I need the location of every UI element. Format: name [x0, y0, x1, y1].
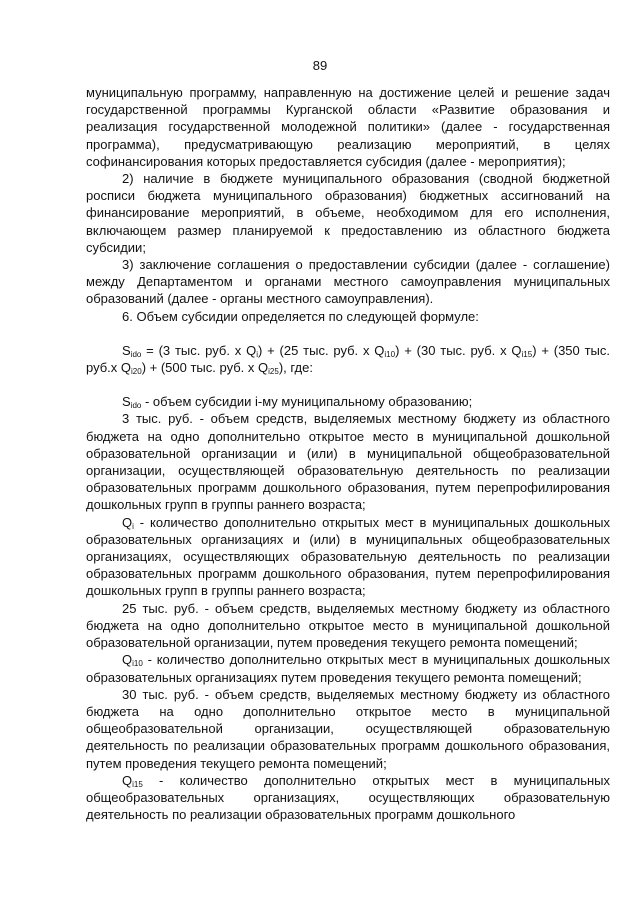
formula-term-2: ) + (25 тыс. руб. х Q: [258, 342, 385, 358]
page-number: 89: [312, 58, 328, 73]
formula-term-1: = (3 тыс. руб. х Q: [141, 342, 257, 358]
definition-symbol: Q: [122, 772, 133, 788]
definition-q-i: [86, 514, 610, 600]
formula-q1-subscript: i: [256, 349, 258, 359]
formula-q4-subscript: i20: [131, 367, 142, 377]
paragraph-program: муниципальную программу, направленную на достижение целей и решение задач государственной программы Курганской области «Развитие образования и реализация государственной молодежной политики» (далее - государственная программа), предусматривающую реализацию мероприятий, в целях софинансирования которых предоставляется субсидия (далее - мероприятия);: [86, 85, 610, 169]
definition-3k: 3 тыс. руб. - объем средств, выделяемых местному бюджету из областного бюджета на одно дополнительно открытое место в муниципальной дошкольной образовательной организации и (или) в муниципальной общеобразовательной организации, осуществляющей образовательную деятельность по реализации образовательных программ дошкольного образования, путем перепрофилирования дошкольных групп в группы раннего возраста;: [86, 411, 610, 513]
definition-symbol: Q: [122, 514, 133, 530]
formula-term-4: ) + (350 тыс. руб.х Q: [86, 342, 610, 376]
definition-subscript: i: [132, 521, 134, 531]
definition-30k: 30 тыс. руб. - объем средств, выделяемых местному бюджету из областного бюджета на одно дополнительно открытое место в муниципальной общеобразовательной организации, осуществляющей образовательную деятельность по реализации образовательных программ дошкольного образования, путем проведения текущего ремонта помещений;: [86, 686, 610, 771]
definition-subscript: i10: [132, 659, 143, 669]
formula-s-subscript: ido: [130, 349, 142, 359]
formula-q5-subscript: i25: [268, 367, 279, 377]
paragraph-budget-condition: 2) наличие в бюджете муниципального образования (сводной бюджетной росписи бюджета муниципального образования) бюджетных ассигнований на финансирование мероприятий, в объеме, необходимом для его исполнения, включающем размер планируемой к предоставлению из областного бюджета субсидии;: [86, 171, 610, 255]
definition-q-i10: [86, 651, 610, 685]
paragraph-formula-intro: 6. Объем субсидии определяется по следующей формуле:: [122, 308, 479, 324]
definition-text: - количество дополнительно открытых мест в муниципальных дошкольных образовательных организациях путем проведения текущего ремонта помещений;: [86, 652, 610, 685]
definition-subscript: ido: [130, 401, 142, 411]
formula-s-symbol: S: [122, 342, 131, 358]
formula-q2-subscript: i10: [384, 349, 396, 359]
formula-term-5: ) + (500 тыс. руб. х Q: [141, 360, 269, 376]
definition-text: - объем субсидии i-му муниципальному образованию;: [141, 394, 473, 410]
definition-subscript: i15: [132, 779, 143, 789]
subsidy-formula: [86, 342, 610, 376]
definition-text: - количество дополнительно открытых мест в муниципальных общеобразовательных организациях, осуществляющих образовательную деятельность по реализации образовательных программ дошкольного: [86, 772, 610, 823]
definition-25k: 25 тыс. руб. - объем средств, выделяемых местному бюджету из областного бюджета на одно дополнительно открытое место в муниципальной дошкольной образовательной организации, путем проведения текущего ремонта помещений;: [86, 600, 610, 651]
formula-term-6: ), где:: [278, 360, 313, 376]
definition-text: - количество дополнительно открытых мест в муниципальных дошкольных образовательных организациях и (или) в муниципальных общеобразовательных организациях, осуществляющих образовательную деятельность по реализации образовательных программ дошкольного образования, путем перепрофилирования дошкольных групп в группы раннего возраста;: [86, 514, 610, 599]
definition-q-i15: [86, 772, 610, 824]
formula-q3-subscript: i15: [521, 349, 533, 359]
formula-term-3: ) + (30 тыс. руб. х Q: [395, 342, 522, 358]
definition-symbol: Q: [122, 652, 133, 668]
paragraph-agreement-condition: 3) заключение соглашения о предоставлении субсидии (далее - соглашение) между Департаментом и органами местного самоуправления муниципальных образований (далее - органы местного самоуправления).: [86, 257, 610, 307]
definition-s-ido: [86, 393, 610, 410]
document-body: [86, 84, 610, 823]
definition-symbol: S: [122, 394, 131, 410]
